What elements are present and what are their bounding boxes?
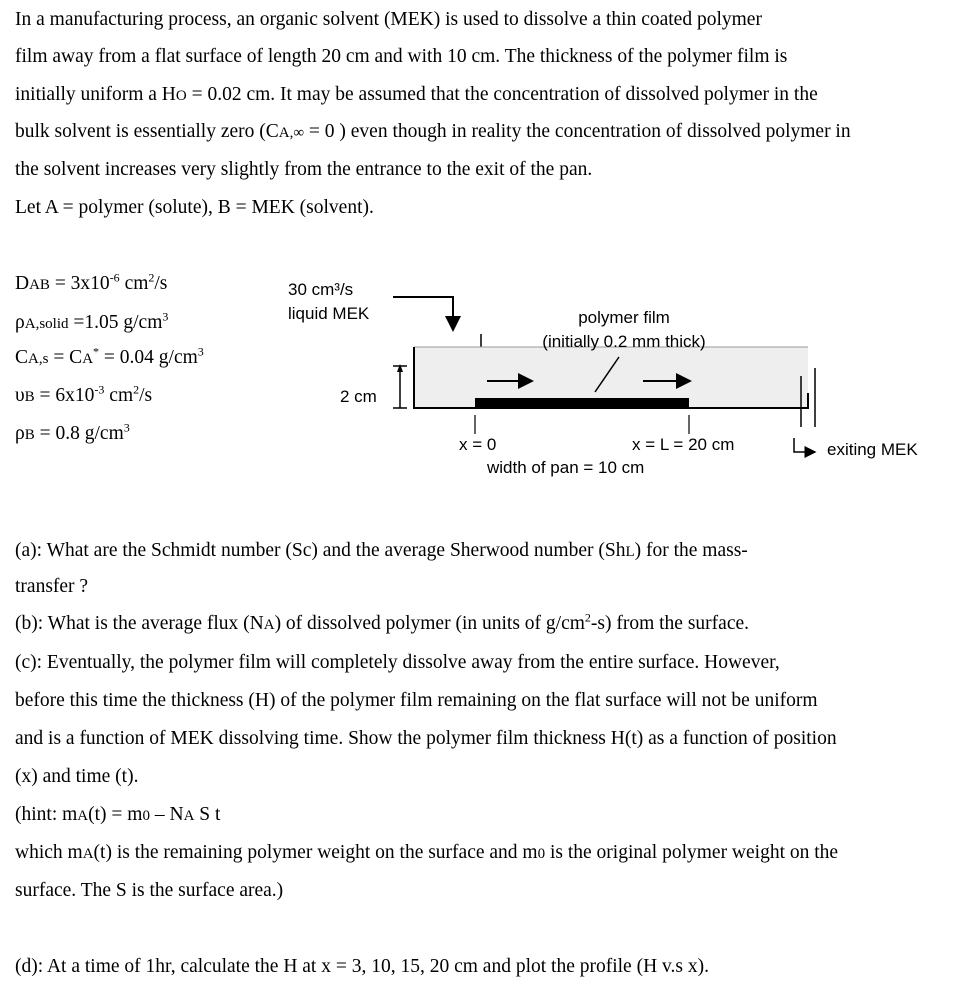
question-c-line-4: (x) and time (t). — [15, 766, 139, 787]
hint-c: – N — [154, 804, 184, 825]
prop-nu-exp: -3 — [94, 382, 105, 397]
prop-cas: CA,s = CA* = 0.04 $g/cm^3$ — [15, 344, 204, 368]
question-a-text: (a): What are the Schmidt number (Sc) and the average Sherwood number (Sh — [15, 540, 626, 561]
exit-arrow — [794, 438, 815, 452]
question-b: (b): What is the average flux (NA) of dissolved polymer (in units of $g/cm^2-s$) from the surface. — [15, 610, 750, 634]
question-b-a: (b): What is the average flux (N — [15, 613, 264, 634]
question-a-line-1: (a): What are the Schmidt number (Sc) and the average Sherwood number (ShL) for the mass- — [15, 540, 748, 561]
intro-line-3: initially uniform a HO = 0.02 cm. It may be assumed that the concentration of dissolved polymer in the — [15, 84, 818, 105]
intro-line-4-b: = 0 ) even though in reality the concentration of dissolved polymer in — [308, 121, 851, 142]
prop-nu-unit: cm — [109, 385, 134, 406]
intro-line-3-a: initially uniform a H — [15, 84, 176, 105]
prop-dab: DAB = $3x10^{-6}$ $cm^2/s$ — [15, 270, 168, 294]
question-c-line-2: before this time the thickness (H) of the polymer film remaining on the flat surface will not be uniform — [15, 690, 818, 711]
intro-line-5: the solvent increases very slightly from the entrance to the exit of the pan. — [15, 159, 593, 180]
which-line: which mA(t) is the remaining polymer weight on the surface and m0 is the original polymer weight on the — [15, 842, 839, 863]
prop-rho-a: ρA,solid =1.05 $g/cm^3$ — [15, 309, 169, 333]
prop-nu-value: = 6x10 — [39, 385, 95, 406]
intro-line-4-a: bulk solvent is essentially zero (C — [15, 121, 279, 142]
hint-a: (hint: m — [15, 804, 78, 825]
prop-nu-b: $\upsilon B = 6x10^{-3}$ $cm^2/s$ — [15, 382, 153, 406]
inlet-arrow — [393, 297, 453, 330]
question-d: (d): At a time of 1hr, calculate the H at x = 3, 10, 15, 20 cm and plot the profile (H v.s x). — [15, 956, 709, 977]
intro-line-1: In a manufacturing process, an organic solvent (MEK) is used to dissolve a thin coated polymer — [15, 9, 762, 30]
which-b: (t) is the remaining polymer weight on the surface and m — [93, 842, 538, 863]
question-a-end: ) for the mass- — [634, 540, 748, 561]
intro-line-6: Let A = polymer (solute), B = MEK (solvent). — [15, 197, 374, 218]
xl-label: x = L = 20 cm — [632, 435, 735, 454]
prop-dab-unit: cm — [124, 273, 149, 294]
prop-cas-eq: = C — [53, 347, 83, 368]
intro-line-4: bulk solvent is essentially zero (CA,∞ = 0 ) even though in reality the concentration of dissolved polymer in — [15, 121, 851, 142]
polymer-film — [475, 398, 689, 408]
which-c: is the original polymer weight on the — [549, 842, 839, 863]
intro-line-2: film away from a flat surface of length 20 cm and with 10 cm. The thickness of the polymer film is — [15, 46, 788, 67]
which-a: which m — [15, 842, 83, 863]
question-c-line-1: (c): Eventually, the polymer film will completely dissolve away from the entire surface. However, — [15, 652, 780, 673]
hint-b: (t) = m — [88, 804, 143, 825]
surface-line: surface. The S is the surface area.) — [15, 880, 284, 901]
question-c-line-3: and is a function of MEK dissolving time. Show the polymer film thickness H(t) as a function of position — [15, 728, 837, 749]
liquid-mek-label: liquid MEK — [288, 304, 370, 323]
question-b-c: -s) from the surface. — [590, 613, 750, 634]
hint-d: S t — [199, 804, 221, 825]
intro-line-3-b: = 0.02 cm. It may be assumed that the concentration of dissolved polymer in the — [191, 84, 818, 105]
prop-rho-a-value: =1.05 g/cm — [73, 312, 163, 333]
prop-cas-value: = 0.04 g/cm — [103, 347, 198, 368]
hint-line: (hint: mA(t) = m0 – NA S t — [15, 804, 221, 825]
question-b-b: ) of dissolved polymer (in units of g/cm — [274, 613, 585, 634]
prop-rho-b: ρB = 0.8 $g/cm^3$ — [15, 420, 130, 444]
question-a-line-2: transfer ? — [15, 576, 89, 597]
prop-dab-value: = 3x10 — [54, 273, 110, 294]
prop-rho-b-value: = 0.8 g/cm — [39, 423, 124, 444]
film-label-2: (initially 0.2 mm thick) — [542, 332, 706, 351]
exit-label: exiting MEK — [827, 440, 918, 459]
x0-label: x = 0 — [459, 435, 497, 454]
flow-rate-label: 30 cm³/s — [288, 280, 354, 299]
prop-dab-exp: -6 — [109, 270, 120, 285]
film-label-1: polymer film — [578, 308, 670, 327]
depth-label: 2 cm — [340, 387, 377, 406]
width-label: width of pan = 10 cm — [487, 458, 645, 477]
